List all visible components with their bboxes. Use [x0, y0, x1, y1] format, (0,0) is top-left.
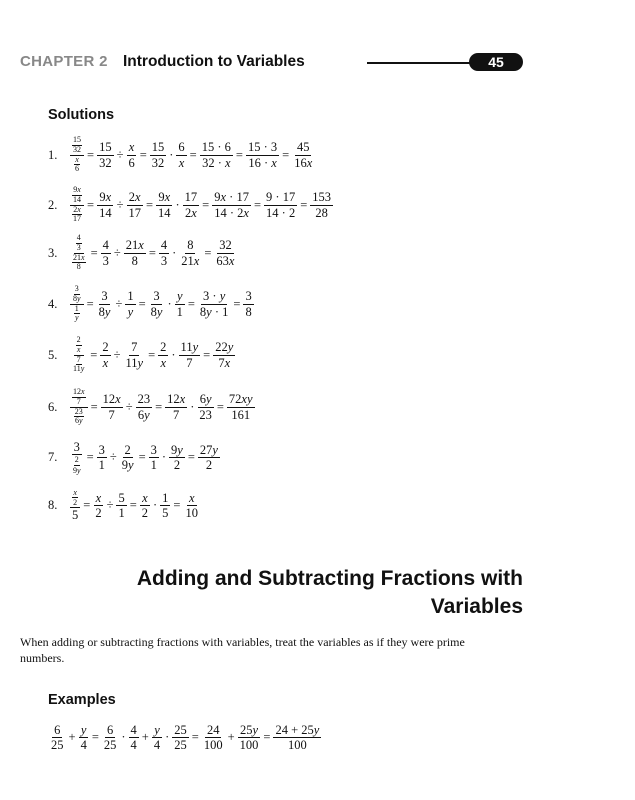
page-number: 45 — [469, 53, 523, 71]
complex-fraction: $\frac{\frac{12x}{7}}{\frac{23}{6y}}$ — [70, 388, 88, 426]
solution-8: 8. $\frac{\frac{x}{2}}{5}$ = $\frac{x}{2}$ ÷ $\frac{5}{1}$ = $\frac{x}{2}$ · $\frac{1}{5}$ = $\frac{x}{10}$ — [48, 488, 198, 523]
solution-number: 3. — [48, 245, 58, 260]
solution-2: 2. $\frac{\frac{9x}{14}}{\frac{2x}{17}}$ = $\frac{9x}{14}$ ÷ $\frac{2x}{17}$ = $\frac{9x}{14}$ · $\frac{17}{2x}$ = $\frac{9x \cdot 17}{14 \cdot 2x}$ = $\frac{9 \cdot 17}{14 \cdot 2}$ = $\frac{153}{28}$ — [48, 185, 332, 224]
solution-number: 7. — [48, 449, 58, 464]
complex-fraction: $\frac{\frac{15}{32}}{\frac{x}{6}}$ — [70, 136, 84, 174]
body-paragraph: When adding or subtracting fractions with variables, treat the variables as if they were prime numbers. — [20, 635, 465, 665]
solution-number: 4. — [48, 296, 58, 311]
solution-7: 7. $\frac{3}{\frac{2}{9y}}$ = $\frac{3}{1}$ ÷ $\frac{2}{9y}$ = $\frac{3}{1}$ · $\frac{9y}{2}$ = $\frac{27y}{2}$ — [48, 440, 218, 475]
solution-5: 5. $\frac{\frac{2}{x}}{\frac{7}{11y}}$ = $\frac{2}{x}$ ÷ $\frac{7}{11y}$ = $\frac{2}{x}$ · $\frac{11y}{7}$ = $\frac{22y}{7x}$ — [48, 335, 234, 374]
solution-number: 6. — [48, 399, 58, 414]
complex-fraction: $\frac{\frac{x}{2}}{5}$ — [72, 488, 79, 523]
section-title — [60, 565, 523, 621]
solution-4: 4. $\frac{\frac{3}{8y}}{\frac{1}{y}}$ = $\frac{3}{8y}$ ÷ $\frac{1}{y}$ = $\frac{3}{8y}$ · $\frac{y}{1}$ = $\frac{3 \cdot y}{8y \cdot 1}$ = $\frac{3}{8}$ — [48, 284, 252, 323]
running-header — [20, 52, 525, 74]
example-1: 6 25 + $\frac{y}{4}$ = $\frac{6}{25}$ · 4 4 + $\frac{y}{4}$ · $\frac{25}{25}$ = $\frac{24}{100}$ + $\frac{25y}{100}$ = $\frac{24 + 25y}{100}$ — [51, 723, 320, 753]
section-title-line-1: Adding and Subtracting Fractions with — [136, 567, 523, 590]
chapter-label: CHAPTER 2 — [20, 53, 108, 70]
complex-fraction: $\frac{\frac{9x}{14}}{\frac{2x}{17}}$ — [70, 186, 84, 224]
header-rule — [367, 62, 479, 64]
solution-number: 8. — [48, 497, 58, 512]
section-title-line-2: Variables — [430, 595, 523, 618]
solutions-heading: Solutions — [48, 107, 115, 123]
solution-number: 1. — [48, 147, 58, 162]
solution-number: 5. — [48, 347, 58, 362]
solution-number: 2. — [48, 197, 58, 212]
complex-fraction: $\frac{\frac{3}{8y}}{\frac{1}{y}}$ — [70, 285, 84, 323]
complex-fraction: $\frac{\frac{2}{x}}{\frac{7}{11y}}$ — [73, 335, 85, 374]
examples-heading: Examples — [48, 692, 116, 708]
solution-6: 6. $\frac{\frac{12x}{7}}{\frac{23}{6y}}$ = $\frac{12x}{7}$ ÷ $\frac{23}{6y}$ = $\frac{12x}{7}$ · $\frac{6y}{23}$ = $\frac{72xy}{161}$ — [48, 387, 253, 426]
complex-fraction: $\frac{\frac{4}{3}}{\frac{21x}{8}}$ — [73, 233, 85, 272]
complex-fraction: $\frac{3}{\frac{2}{9y}}$ — [73, 440, 81, 475]
chapter-title: Introduction to Variables — [123, 53, 305, 70]
solution-3: 3. $\frac{\frac{4}{3}}{\frac{21x}{8}}$ = $\frac{4}{3}$ ÷ $\frac{21x}{8}$ = $\frac{4}{3}$ · $\frac{8}{21x}$ = $\frac{32}{63x}$ — [48, 233, 235, 272]
solution-1: 1. $\frac{\frac{15}{32}}{\frac{x}{6}}$ = $\frac{15}{32}$ ÷ $\frac{x}{6}$ = $\frac{15}{32}$ · $\frac{6}{x}$ = $\frac{15 \cdot 6}{32 \cdot x}$ = $\frac{15 \cdot 3}{16 \cdot x}$ = $\frac{45}{16x}$ — [48, 135, 313, 174]
